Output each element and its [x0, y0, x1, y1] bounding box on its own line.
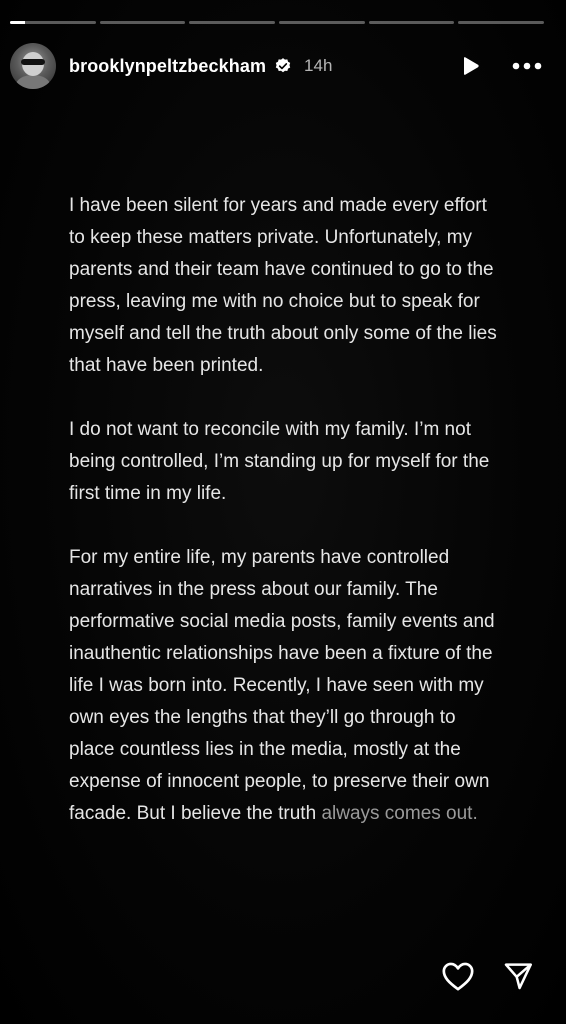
username[interactable]: brooklynpeltzbeckham [69, 55, 267, 76]
avatar[interactable] [10, 43, 56, 89]
post-time: 14h [304, 56, 333, 75]
progress-segment [100, 21, 186, 24]
paragraph-1: I have been silent for years and made every effort to keep these matters private. Unfortunately, my parents and their team have continued to go to the press, leaving me with no choice but to speak for myself and tell the truth about only some of the lies that have been printed. [69, 195, 497, 376]
play-button[interactable] [458, 54, 482, 78]
paragraph-3-end: always comes out. [321, 803, 478, 824]
progress-segment [369, 21, 455, 24]
more-icon [512, 62, 542, 70]
like-button[interactable] [440, 958, 476, 994]
story-text [69, 190, 499, 830]
progress-segment [279, 21, 365, 24]
paragraph-3 [69, 542, 499, 830]
progress-segment [189, 21, 275, 24]
heart-icon [441, 960, 475, 992]
paragraph-2: I do not want to reconcile with my family. I’m not being controlled, I’m standing up for myself for the first time in my life. [69, 419, 490, 504]
paragraph-3-text: For my entire life, my parents have controlled narratives in the press about our family. The performative social media posts, family events and inauthentic relationships have been a fixture of the life I was born into. Recently, I have seen with my own eyes the lengths that they’ll go through to place countless lies in the media, mostly at the expense of innocent people, to preserve their own facade. But I believe the truth [69, 547, 495, 824]
story-header [10, 42, 544, 90]
verified-badge-icon [274, 57, 292, 75]
share-button[interactable] [500, 958, 536, 994]
play-icon [459, 55, 481, 77]
progress-segment [10, 21, 96, 24]
progress-fill [10, 21, 25, 24]
avatar-sunglasses [21, 59, 45, 65]
progress-segment [458, 21, 544, 24]
more-options-button[interactable] [510, 54, 544, 78]
story-footer [440, 958, 536, 994]
avatar-body [16, 75, 50, 89]
story-progress-bar [10, 21, 544, 24]
send-icon [502, 960, 534, 992]
